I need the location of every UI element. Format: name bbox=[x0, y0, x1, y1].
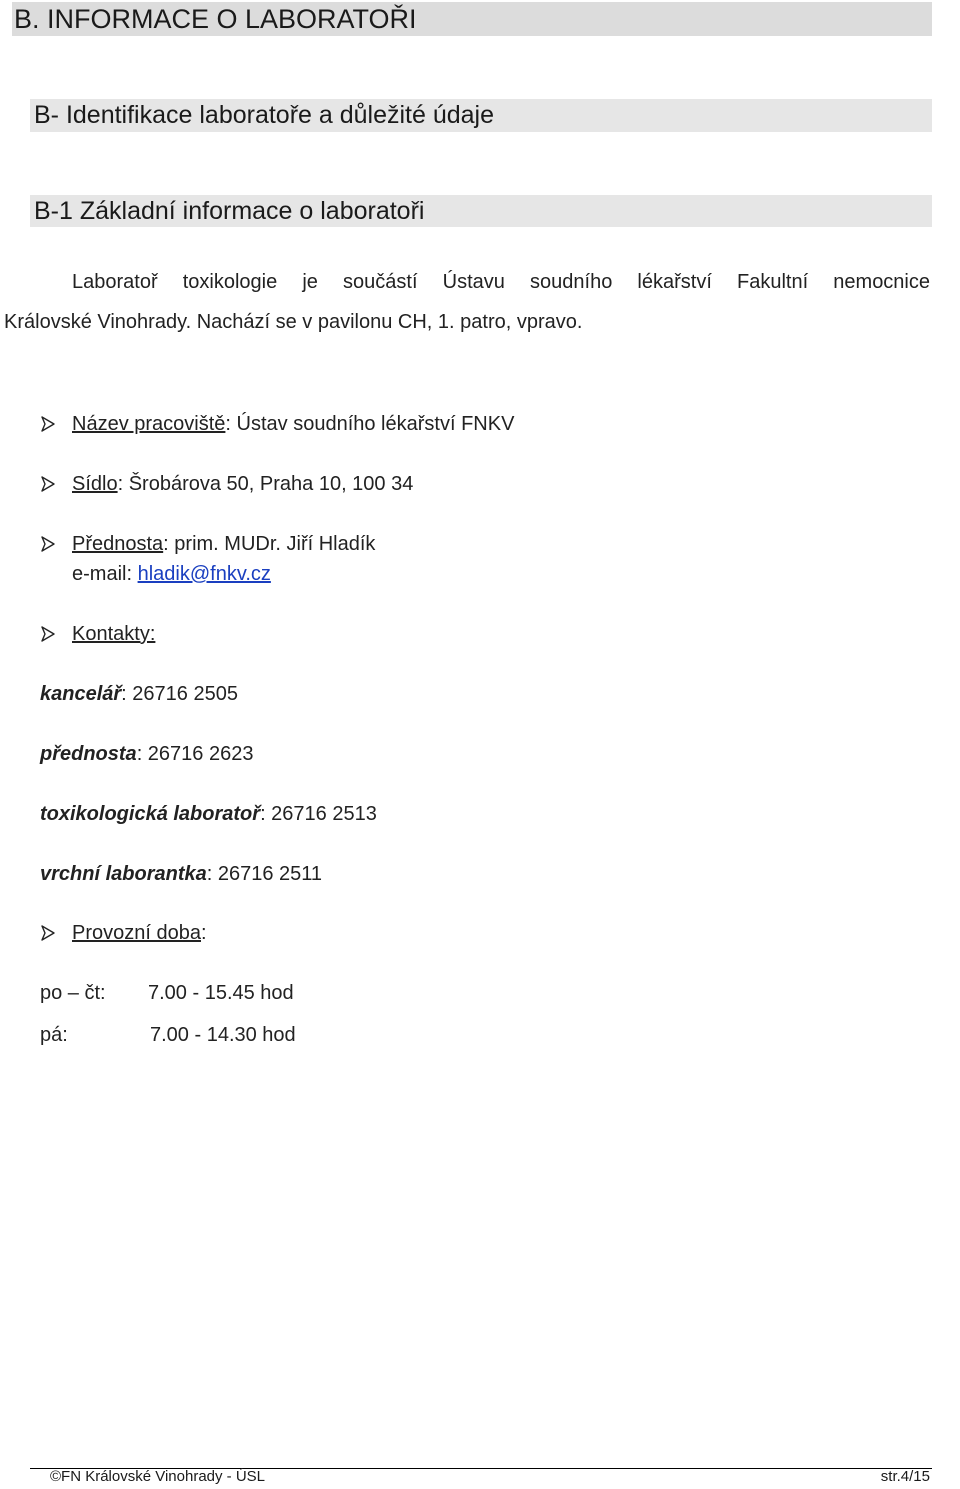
section-heading: B. INFORMACE O LABORATOŘI bbox=[12, 2, 932, 36]
contact-tox-lab bbox=[40, 802, 377, 826]
contact-label: přednosta bbox=[40, 743, 137, 765]
hours-time-1: 7.00 - 15.45 hod bbox=[148, 982, 294, 1004]
contact-number: : 26716 2511 bbox=[206, 863, 323, 885]
head-value: : prim. MUDr. Jiří Hladík bbox=[163, 533, 376, 555]
email-label: e-mail: bbox=[72, 563, 138, 585]
head-email-row bbox=[72, 562, 271, 586]
contact-label: kancelář bbox=[40, 683, 122, 705]
bullet-contacts bbox=[72, 622, 155, 646]
address-value: : Šrobárova 50, Praha 10, 100 34 bbox=[117, 473, 414, 495]
bullet-workplace bbox=[72, 412, 514, 436]
email-link[interactable]: hladik@fnkv.cz bbox=[137, 563, 271, 585]
arrow-bullet-icon bbox=[40, 416, 56, 432]
arrow-bullet-icon bbox=[40, 536, 56, 552]
contact-chief-lab-tech bbox=[40, 862, 322, 886]
address-label: Sídlo bbox=[72, 473, 118, 495]
bullet-head bbox=[72, 532, 375, 556]
arrow-bullet-icon bbox=[40, 925, 56, 941]
contact-label: toxikologická laboratoř bbox=[40, 803, 261, 825]
intro-line-2: Královské Vinohrady. Nachází se v pavilonu CH, 1. patro, vpravo. bbox=[4, 311, 583, 333]
arrow-bullet-icon bbox=[40, 476, 56, 492]
hours-days-2: pá: bbox=[40, 1024, 68, 1046]
hours-time-2: 7.00 - 14.30 hod bbox=[150, 1024, 296, 1046]
subsubsection-heading: B-1 Základní informace o laboratoři bbox=[30, 195, 932, 227]
contact-number: : 26716 2513 bbox=[260, 803, 377, 825]
contact-office bbox=[40, 682, 238, 706]
opening-hours-label: Provozní doba bbox=[72, 922, 201, 944]
contact-number: : 26716 2505 bbox=[121, 683, 238, 705]
contacts-label: Kontakty: bbox=[72, 623, 156, 645]
subsection-heading: B- Identifikace laboratoře a důležité údaje bbox=[30, 99, 932, 132]
arrow-bullet-icon bbox=[40, 626, 56, 642]
footer-copyright: ©FN Královské Vinohrady - ÚSL bbox=[50, 1468, 266, 1485]
workplace-value: : Ústav soudního lékařství FNKV bbox=[225, 413, 515, 435]
footer-page-number: str.4/15 bbox=[880, 1468, 930, 1485]
bullet-opening-hours bbox=[72, 921, 207, 945]
workplace-label: Název pracoviště bbox=[72, 413, 226, 435]
contact-number: : 26716 2623 bbox=[136, 743, 254, 765]
head-label: Přednosta bbox=[72, 533, 164, 555]
bullet-address bbox=[72, 472, 413, 496]
contact-label: vrchní laborantka bbox=[40, 863, 207, 885]
hours-days-1: po – čt: bbox=[40, 982, 106, 1004]
opening-hours-colon: : bbox=[200, 922, 207, 944]
contact-head bbox=[40, 742, 253, 766]
intro-line-1: Laboratoř toxikologie je součástí Ústavu soudního lékařství Fakultní nemocnice bbox=[72, 271, 930, 293]
